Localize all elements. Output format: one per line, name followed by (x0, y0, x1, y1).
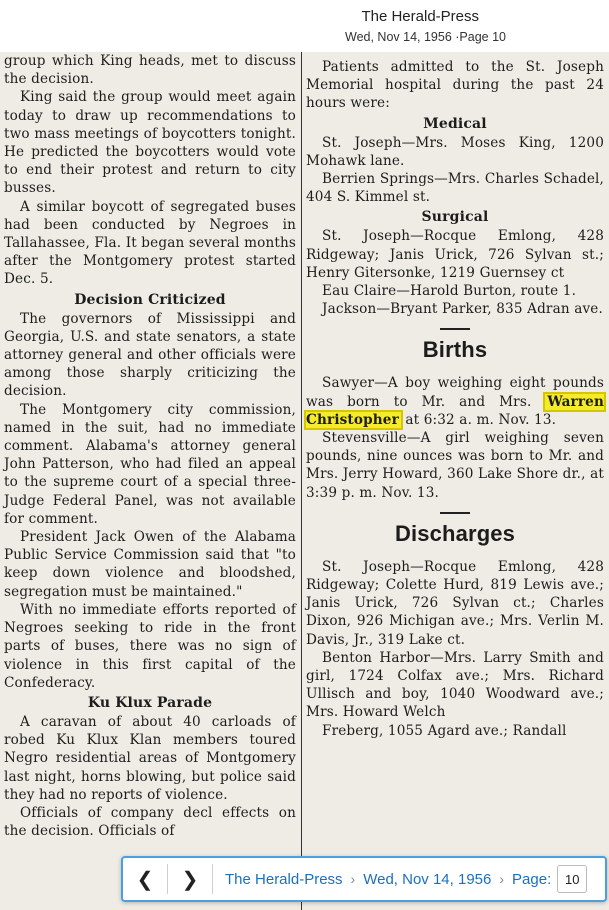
article-paragraph: A similar boycott of segregated buses had been conducted by Negroes in Tallahassee, Fla. It began several months after the Montgomery protest started Dec. 5. (4, 198, 296, 288)
chevron-right-icon: ❯ (181, 868, 199, 891)
page-header (0, 0, 609, 52)
discharge-entry: St. Joseph—Rocque Emlong, 428 Ridgeway; Colette Hurd, 819 Lewis ave.; Janis Urick, 726 Sylvan ct.; Charles Dixon, 926 Michigan ave.; Mrs. Verlin M. Davis, Jr., 319 Lake ct. (306, 558, 604, 648)
subheading-ku-klux-parade: Ku Klux Parade (87, 694, 213, 711)
newspaper-clipping (0, 52, 609, 910)
page-number-input[interactable] (557, 865, 587, 893)
breadcrumb-separator-icon: › (499, 871, 505, 887)
highlighted-name[interactable]: Warren Christopher (306, 393, 604, 428)
birth-entry-text: Sawyer—A boy weighing eight pounds was born to Mr. and Mrs. (306, 375, 604, 410)
hospital-entry: St. Joseph—Mrs. Moses King, 1200 Mohawk lane. (306, 134, 604, 169)
breadcrumb-date-link[interactable]: Wed, Nov 14, 1956 (363, 870, 492, 888)
hospital-entry: Berrien Springs—Mrs. Charles Schadel, 404 S. Kimmel st. (306, 171, 604, 206)
article-paragraph: The governors of Mississippi and Georgia, U.S. and state senators, a state attorney general and other officials were among those sharply criticizing the decision. (4, 310, 296, 400)
subheading-decision-criticized: Decision Criticized (74, 291, 226, 308)
breadcrumb-page-label: Page: (512, 870, 552, 888)
article-paragraph: With no immediate efforts reported of Negroes seeking to ride in the front parts of buses, there was no sign of violence in this first capital of the Confederacy. (4, 601, 296, 691)
article-paragraph: A caravan of about 40 carloads of robed Ku Klux Klan members toured Negro residential areas of Montgomery last night, horns blowing, but police said they had no reports of violence. (4, 713, 296, 803)
section-divider (440, 512, 470, 514)
right-column (306, 52, 604, 910)
subheading-medical: Medical (423, 115, 487, 132)
heading-births: Births (422, 337, 488, 363)
hospital-entry: St. Joseph—Rocque Emlong, 428 Ridgeway; Janis Urick, 726 Sylvan st.; Henry Gitersonke, 1219 Guernsey ct (306, 228, 604, 281)
article-paragraph: King said the group would meet again today to draw up recommendations to two mass meetings of boycotters tonight. He predicted the boycotters would vote to end their protest and return to city busses. (4, 89, 296, 197)
breadcrumb-separator-icon: › (350, 871, 356, 887)
column-rule (301, 52, 302, 910)
hospital-intro: Patients admitted to the St. Joseph Memorial hospital during the past 24 hours were: (306, 59, 604, 112)
birth-entry: Stevensville—A girl weighing seven pounds, nine ounces was born to Mr. and Mrs. Jerry Howard, 360 Lake Shore dr., at 3:39 p. m. Nov. 13. (306, 430, 604, 501)
discharge-entry: Freberg, 1055 Agard ave.; Randall (322, 722, 567, 739)
dateline: Wed, Nov 14, 1956 ·Page 10 (345, 30, 506, 44)
section-divider (440, 328, 470, 330)
hospital-entry: Eau Claire—Harold Burton, route 1. (322, 283, 577, 300)
article-paragraph: Officials of company decl effects on the decision. Officials of (4, 804, 296, 840)
breadcrumb (213, 865, 587, 893)
next-page-button[interactable] (168, 858, 212, 900)
publication-title: The Herald-Press (361, 8, 479, 25)
breadcrumb-publication-link[interactable]: The Herald-Press (225, 870, 343, 888)
birth-entry-text: at 6:32 a. m. Nov. 13. (405, 411, 557, 428)
article-paragraph: group which King heads, met to discuss the decision. (4, 53, 296, 88)
previous-page-button[interactable] (123, 858, 167, 900)
birth-entry (306, 374, 604, 429)
navigation-toolbar (121, 856, 607, 902)
article-paragraph: President Jack Owen of the Alabama Public Service Commission said that "to keep down violence and bloodshed, segregation must be maintained." (4, 529, 296, 600)
left-column (4, 52, 296, 910)
hospital-entry: Jackson—Bryant Parker, 835 Adran ave. (322, 301, 603, 318)
discharge-entry: Benton Harbor—Mrs. Larry Smith and girl, 1724 Colfax ave.; Mrs. Richard Ullisch and boy, 1040 Woodward ave.; Mrs. Howard Welch (306, 649, 604, 721)
chevron-left-icon: ❮ (136, 868, 154, 891)
subheading-surgical: Surgical (421, 209, 489, 226)
article-paragraph: The Montgomery city commission, named in the suit, had no immediate comment. Alabama's attorney general John Patterson, who had filed an appeal to the supreme court of a special three-Judge Federal Panel, was not available for comment. (4, 401, 296, 527)
heading-discharges: Discharges (394, 520, 516, 546)
